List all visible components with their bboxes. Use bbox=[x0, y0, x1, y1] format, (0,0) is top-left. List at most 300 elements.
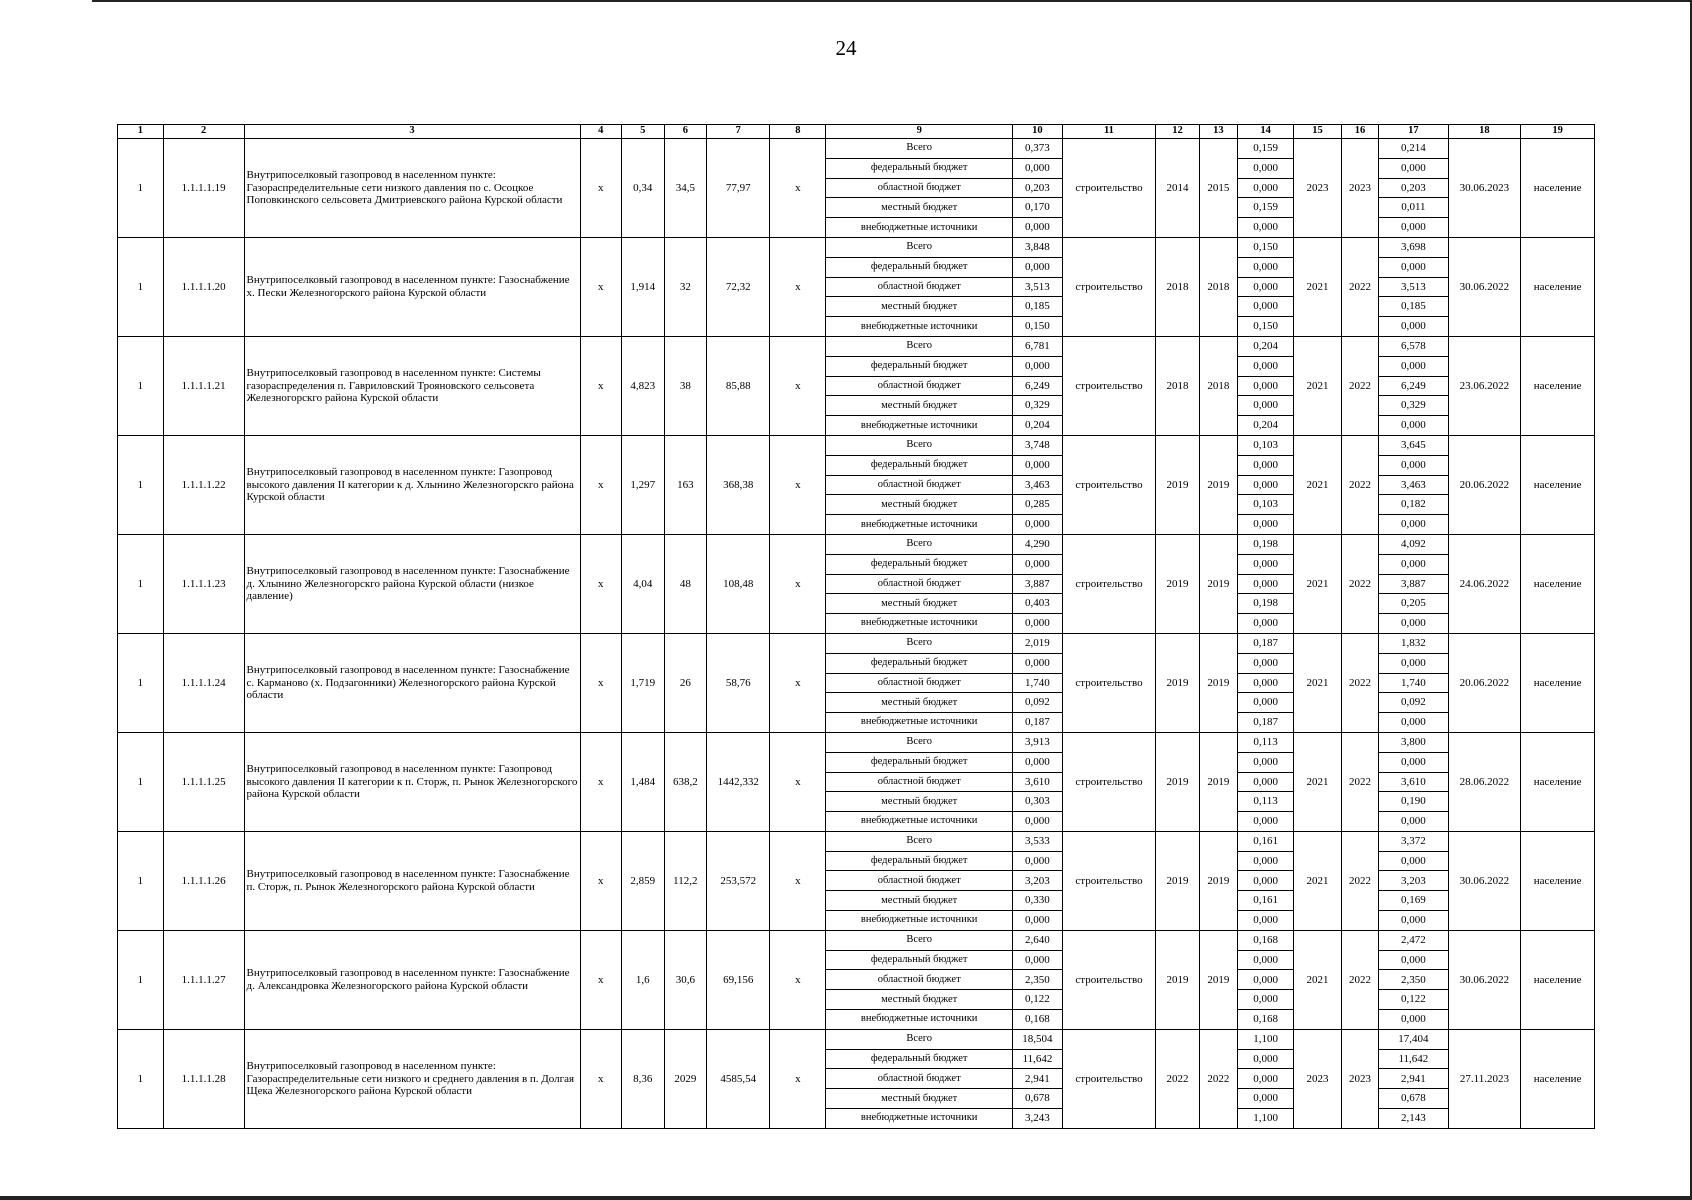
financed-amount: 0,150 bbox=[1238, 237, 1294, 257]
funding-source: федеральный бюджет bbox=[826, 356, 1013, 376]
column-6-value: 112,2 bbox=[664, 831, 707, 930]
funding-source: внебюджетные источники bbox=[826, 515, 1013, 535]
financed-amount: 0,161 bbox=[1238, 891, 1294, 911]
total-cost: 0,122 bbox=[1013, 990, 1063, 1010]
table-row bbox=[118, 930, 1595, 950]
beneficiary: население bbox=[1521, 1029, 1595, 1128]
completion-date: 23.06.2022 bbox=[1448, 336, 1521, 435]
remaining-amount: 0,214 bbox=[1379, 139, 1448, 159]
column-4-value: х bbox=[580, 435, 621, 534]
column-8-value: х bbox=[770, 1029, 826, 1128]
column-7-value: 4585,54 bbox=[707, 1029, 770, 1128]
page-number: 24 bbox=[835, 36, 857, 60]
remaining-amount: 3,372 bbox=[1379, 831, 1448, 851]
funding-source: Всего bbox=[826, 237, 1013, 257]
object-name: Внутрипоселковый газопровод в населенном пункте: Газораспределительные сети низкого и среднего давления в п. Долгая Щека Железногорского района Курской области bbox=[244, 1029, 580, 1128]
financed-amount: 0,000 bbox=[1238, 752, 1294, 772]
plan-start-year: 2021 bbox=[1294, 435, 1342, 534]
table-row bbox=[118, 1029, 1595, 1049]
remaining-amount: 1,832 bbox=[1379, 633, 1448, 653]
work-type: строительство bbox=[1062, 1029, 1155, 1128]
total-cost: 0,185 bbox=[1013, 297, 1063, 317]
end-year: 2019 bbox=[1199, 633, 1237, 732]
total-cost: 0,204 bbox=[1013, 416, 1063, 436]
plan-end-year: 2022 bbox=[1341, 633, 1378, 732]
remaining-amount: 1,740 bbox=[1379, 673, 1448, 693]
start-year: 2019 bbox=[1156, 435, 1200, 534]
beneficiary: население bbox=[1521, 930, 1595, 1029]
funding-source: местный бюджет bbox=[826, 693, 1013, 713]
financed-amount: 0,000 bbox=[1238, 653, 1294, 673]
financed-amount: 0,000 bbox=[1238, 1049, 1294, 1069]
funding-source: местный бюджет bbox=[826, 990, 1013, 1010]
financed-amount: 0,159 bbox=[1238, 139, 1294, 159]
section-number: 1 bbox=[118, 633, 164, 732]
plan-end-year: 2022 bbox=[1341, 336, 1378, 435]
start-year: 2018 bbox=[1156, 237, 1200, 336]
column-4-value: х bbox=[580, 336, 621, 435]
funding-source: областной бюджет bbox=[826, 871, 1013, 891]
funding-source: внебюджетные источники bbox=[826, 1109, 1013, 1129]
completion-date: 30.06.2022 bbox=[1448, 930, 1521, 1029]
financed-amount: 0,000 bbox=[1238, 297, 1294, 317]
object-name: Внутрипоселковый газопровод в населенном пункте: Газоснабжение с. Карманово (х. Подзагонники) Железногорского района Курской области bbox=[244, 633, 580, 732]
funding-source: внебюджетные источники bbox=[826, 218, 1013, 238]
pipeline-length: 1,914 bbox=[622, 237, 665, 336]
remaining-amount: 3,887 bbox=[1379, 574, 1448, 594]
total-cost: 3,243 bbox=[1013, 1109, 1063, 1129]
remaining-amount: 6,578 bbox=[1379, 336, 1448, 356]
column-number-19: 19 bbox=[1521, 125, 1595, 139]
column-4-value: х bbox=[580, 139, 621, 238]
total-cost: 0,000 bbox=[1013, 851, 1063, 871]
start-year: 2019 bbox=[1156, 831, 1200, 930]
funding-source: внебюджетные источники bbox=[826, 911, 1013, 931]
financed-amount: 0,000 bbox=[1238, 455, 1294, 475]
financed-amount: 0,000 bbox=[1238, 257, 1294, 277]
total-cost: 3,748 bbox=[1013, 435, 1063, 455]
total-cost: 0,000 bbox=[1013, 515, 1063, 535]
remaining-amount: 0,000 bbox=[1379, 257, 1448, 277]
remaining-amount: 3,800 bbox=[1379, 732, 1448, 752]
object-code: 1.1.1.1.27 bbox=[163, 930, 244, 1029]
total-cost: 0,000 bbox=[1013, 455, 1063, 475]
total-cost: 6,781 bbox=[1013, 336, 1063, 356]
column-7-value: 58,76 bbox=[707, 633, 770, 732]
column-8-value: х bbox=[770, 831, 826, 930]
remaining-amount: 0,122 bbox=[1379, 990, 1448, 1010]
remaining-amount: 0,000 bbox=[1379, 515, 1448, 535]
remaining-amount: 0,000 bbox=[1379, 554, 1448, 574]
column-7-value: 253,572 bbox=[707, 831, 770, 930]
remaining-amount: 0,182 bbox=[1379, 495, 1448, 515]
column-6-value: 38 bbox=[664, 336, 707, 435]
financed-amount: 0,000 bbox=[1238, 574, 1294, 594]
total-cost: 2,640 bbox=[1013, 930, 1063, 950]
remaining-amount: 0,000 bbox=[1379, 455, 1448, 475]
beneficiary: население bbox=[1521, 237, 1595, 336]
object-name: Внутрипоселковый газопровод в населенном пункте: Газопровод высокого давления II категории к д. Хлынино Железногорскго района Курской области bbox=[244, 435, 580, 534]
financed-amount: 0,000 bbox=[1238, 277, 1294, 297]
total-cost: 4,290 bbox=[1013, 534, 1063, 554]
pipeline-length: 0,34 bbox=[622, 139, 665, 238]
plan-start-year: 2023 bbox=[1294, 1029, 1342, 1128]
remaining-amount: 0,000 bbox=[1379, 158, 1448, 178]
funding-source: федеральный бюджет bbox=[826, 950, 1013, 970]
pipeline-length: 1,6 bbox=[622, 930, 665, 1029]
remaining-amount: 0,190 bbox=[1379, 792, 1448, 812]
remaining-amount: 0,000 bbox=[1379, 416, 1448, 436]
pipeline-length: 4,04 bbox=[622, 534, 665, 633]
column-4-value: х bbox=[580, 1029, 621, 1128]
funding-source: внебюджетные источники bbox=[826, 416, 1013, 436]
table-row bbox=[118, 237, 1595, 257]
work-type: строительство bbox=[1062, 237, 1155, 336]
object-name: Внутрипоселковый газопровод в населенном пункте: Системы газораспределения п. Гавриловский Трояновского сельсовета Железногорскго района Курской области bbox=[244, 336, 580, 435]
section-number: 1 bbox=[118, 336, 164, 435]
plan-start-year: 2021 bbox=[1294, 732, 1342, 831]
column-number-6: 6 bbox=[664, 125, 707, 139]
table-row bbox=[118, 336, 1595, 356]
column-number-17: 17 bbox=[1379, 125, 1448, 139]
work-type: строительство bbox=[1062, 435, 1155, 534]
remaining-amount: 0,092 bbox=[1379, 693, 1448, 713]
funding-source: внебюджетные источники bbox=[826, 614, 1013, 634]
end-year: 2022 bbox=[1199, 1029, 1237, 1128]
column-8-value: х bbox=[770, 534, 826, 633]
remaining-amount: 2,350 bbox=[1379, 970, 1448, 990]
funding-source: областной бюджет bbox=[826, 970, 1013, 990]
section-number: 1 bbox=[118, 831, 164, 930]
column-6-value: 32 bbox=[664, 237, 707, 336]
column-number-8: 8 bbox=[770, 125, 826, 139]
total-cost: 0,000 bbox=[1013, 614, 1063, 634]
column-number-16: 16 bbox=[1341, 125, 1378, 139]
column-number-10: 10 bbox=[1013, 125, 1063, 139]
remaining-amount: 0,000 bbox=[1379, 1010, 1448, 1030]
remaining-amount: 0,000 bbox=[1379, 356, 1448, 376]
pipeline-length: 8,36 bbox=[622, 1029, 665, 1128]
funding-source: внебюджетные источники bbox=[826, 713, 1013, 733]
financed-amount: 0,198 bbox=[1238, 534, 1294, 554]
funding-source: местный бюджет bbox=[826, 792, 1013, 812]
pipeline-length: 1,484 bbox=[622, 732, 665, 831]
financed-amount: 0,000 bbox=[1238, 1069, 1294, 1089]
column-6-value: 30,6 bbox=[664, 930, 707, 1029]
beneficiary: население bbox=[1521, 139, 1595, 238]
funding-source: местный бюджет bbox=[826, 396, 1013, 416]
remaining-amount: 3,698 bbox=[1379, 237, 1448, 257]
remaining-amount: 3,463 bbox=[1379, 475, 1448, 495]
bottom-border-line bbox=[0, 1196, 1692, 1200]
total-cost: 0,170 bbox=[1013, 198, 1063, 218]
section-number: 1 bbox=[118, 534, 164, 633]
column-number-18: 18 bbox=[1448, 125, 1521, 139]
total-cost: 0,329 bbox=[1013, 396, 1063, 416]
work-type: строительство bbox=[1062, 732, 1155, 831]
total-cost: 2,941 bbox=[1013, 1069, 1063, 1089]
section-number: 1 bbox=[118, 732, 164, 831]
funding-source: Всего bbox=[826, 1029, 1013, 1049]
remaining-amount: 0,000 bbox=[1379, 752, 1448, 772]
section-number: 1 bbox=[118, 1029, 164, 1128]
work-type: строительство bbox=[1062, 930, 1155, 1029]
funding-source: местный бюджет bbox=[826, 891, 1013, 911]
pipeline-length: 1,719 bbox=[622, 633, 665, 732]
funding-source: областной бюджет bbox=[826, 277, 1013, 297]
plan-end-year: 2022 bbox=[1341, 237, 1378, 336]
total-cost: 0,000 bbox=[1013, 218, 1063, 238]
end-year: 2019 bbox=[1199, 732, 1237, 831]
end-year: 2019 bbox=[1199, 534, 1237, 633]
financed-amount: 0,000 bbox=[1238, 178, 1294, 198]
remaining-amount: 11,642 bbox=[1379, 1049, 1448, 1069]
financed-amount: 0,000 bbox=[1238, 475, 1294, 495]
remaining-amount: 6,249 bbox=[1379, 376, 1448, 396]
funding-source: внебюджетные источники bbox=[826, 1010, 1013, 1030]
total-cost: 0,330 bbox=[1013, 891, 1063, 911]
total-cost: 2,019 bbox=[1013, 633, 1063, 653]
financed-amount: 1,100 bbox=[1238, 1109, 1294, 1129]
financed-amount: 0,103 bbox=[1238, 495, 1294, 515]
total-cost: 0,000 bbox=[1013, 554, 1063, 574]
total-cost: 3,610 bbox=[1013, 772, 1063, 792]
column-number-2: 2 bbox=[163, 125, 244, 139]
financed-amount: 0,000 bbox=[1238, 772, 1294, 792]
financed-amount: 0,000 bbox=[1238, 396, 1294, 416]
funding-source: федеральный бюджет bbox=[826, 257, 1013, 277]
total-cost: 0,187 bbox=[1013, 713, 1063, 733]
object-code: 1.1.1.1.19 bbox=[163, 139, 244, 238]
object-code: 1.1.1.1.22 bbox=[163, 435, 244, 534]
remaining-amount: 0,185 bbox=[1379, 297, 1448, 317]
start-year: 2019 bbox=[1156, 534, 1200, 633]
remaining-amount: 3,513 bbox=[1379, 277, 1448, 297]
plan-start-year: 2021 bbox=[1294, 831, 1342, 930]
column-number-12: 12 bbox=[1156, 125, 1200, 139]
top-border-line bbox=[92, 0, 1692, 2]
table-row bbox=[118, 831, 1595, 851]
total-cost: 0,285 bbox=[1013, 495, 1063, 515]
completion-date: 30.06.2022 bbox=[1448, 831, 1521, 930]
end-year: 2019 bbox=[1199, 831, 1237, 930]
work-type: строительство bbox=[1062, 534, 1155, 633]
remaining-amount: 0,000 bbox=[1379, 218, 1448, 238]
total-cost: 0,000 bbox=[1013, 911, 1063, 931]
financed-amount: 0,000 bbox=[1238, 911, 1294, 931]
funding-source: местный бюджет bbox=[826, 198, 1013, 218]
funding-source: Всего bbox=[826, 534, 1013, 554]
beneficiary: население bbox=[1521, 633, 1595, 732]
end-year: 2018 bbox=[1199, 336, 1237, 435]
plan-start-year: 2021 bbox=[1294, 930, 1342, 1029]
financed-amount: 0,000 bbox=[1238, 376, 1294, 396]
total-cost: 3,848 bbox=[1013, 237, 1063, 257]
completion-date: 30.06.2023 bbox=[1448, 139, 1521, 238]
completion-date: 27.11.2023 bbox=[1448, 1029, 1521, 1128]
column-6-value: 48 bbox=[664, 534, 707, 633]
plan-start-year: 2021 bbox=[1294, 237, 1342, 336]
section-number: 1 bbox=[118, 139, 164, 238]
column-7-value: 77,97 bbox=[707, 139, 770, 238]
start-year: 2018 bbox=[1156, 336, 1200, 435]
plan-end-year: 2022 bbox=[1341, 534, 1378, 633]
start-year: 2019 bbox=[1156, 633, 1200, 732]
column-4-value: х bbox=[580, 930, 621, 1029]
plan-end-year: 2022 bbox=[1341, 930, 1378, 1029]
total-cost: 3,463 bbox=[1013, 475, 1063, 495]
total-cost: 0,092 bbox=[1013, 693, 1063, 713]
completion-date: 20.06.2022 bbox=[1448, 435, 1521, 534]
table-row bbox=[118, 435, 1595, 455]
total-cost: 0,403 bbox=[1013, 594, 1063, 614]
start-year: 2019 bbox=[1156, 732, 1200, 831]
column-4-value: х bbox=[580, 633, 621, 732]
completion-date: 30.06.2022 bbox=[1448, 237, 1521, 336]
end-year: 2015 bbox=[1199, 139, 1237, 238]
funding-source: федеральный бюджет bbox=[826, 851, 1013, 871]
header-row bbox=[118, 125, 1595, 139]
column-7-value: 69,156 bbox=[707, 930, 770, 1029]
column-6-value: 34,5 bbox=[664, 139, 707, 238]
funding-source: областной бюджет bbox=[826, 376, 1013, 396]
object-name: Внутрипоселковый газопровод в населенном пункте: Газоснабжение х. Пески Железногорского района Курской области bbox=[244, 237, 580, 336]
remaining-amount: 0,205 bbox=[1379, 594, 1448, 614]
work-type: строительство bbox=[1062, 831, 1155, 930]
funding-source: местный бюджет bbox=[826, 297, 1013, 317]
beneficiary: население bbox=[1521, 435, 1595, 534]
column-8-value: х bbox=[770, 139, 826, 238]
section-number: 1 bbox=[118, 930, 164, 1029]
total-cost: 0,168 bbox=[1013, 1010, 1063, 1030]
total-cost: 0,000 bbox=[1013, 653, 1063, 673]
column-6-value: 163 bbox=[664, 435, 707, 534]
funding-source: областной бюджет bbox=[826, 673, 1013, 693]
funding-source: областной бюджет bbox=[826, 475, 1013, 495]
beneficiary: население bbox=[1521, 336, 1595, 435]
total-cost: 0,000 bbox=[1013, 950, 1063, 970]
column-8-value: х bbox=[770, 732, 826, 831]
remaining-amount: 2,472 bbox=[1379, 930, 1448, 950]
completion-date: 20.06.2022 bbox=[1448, 633, 1521, 732]
pipeline-length: 1,297 bbox=[622, 435, 665, 534]
total-cost: 0,000 bbox=[1013, 257, 1063, 277]
remaining-amount: 0,203 bbox=[1379, 178, 1448, 198]
column-number-15: 15 bbox=[1294, 125, 1342, 139]
column-7-value: 108,48 bbox=[707, 534, 770, 633]
remaining-amount: 0,000 bbox=[1379, 317, 1448, 337]
funding-source: внебюджетные источники bbox=[826, 812, 1013, 832]
work-type: строительство bbox=[1062, 336, 1155, 435]
object-code: 1.1.1.1.20 bbox=[163, 237, 244, 336]
remaining-amount: 0,000 bbox=[1379, 950, 1448, 970]
object-code: 1.1.1.1.23 bbox=[163, 534, 244, 633]
object-name: Внутрипоселковый газопровод в населенном пункте: Газоснабжение п. Сторж, п. Рынок Железногорского района Курской области bbox=[244, 831, 580, 930]
column-8-value: х bbox=[770, 435, 826, 534]
column-7-value: 72,32 bbox=[707, 237, 770, 336]
financed-amount: 0,000 bbox=[1238, 812, 1294, 832]
total-cost: 0,203 bbox=[1013, 178, 1063, 198]
plan-start-year: 2021 bbox=[1294, 534, 1342, 633]
column-number-13: 13 bbox=[1199, 125, 1237, 139]
total-cost: 0,000 bbox=[1013, 158, 1063, 178]
column-7-value: 85,88 bbox=[707, 336, 770, 435]
funding-source: областной бюджет bbox=[826, 178, 1013, 198]
table-row bbox=[118, 139, 1595, 159]
total-cost: 0,000 bbox=[1013, 356, 1063, 376]
object-code: 1.1.1.1.28 bbox=[163, 1029, 244, 1128]
start-year: 2014 bbox=[1156, 139, 1200, 238]
column-8-value: х bbox=[770, 237, 826, 336]
total-cost: 0,678 bbox=[1013, 1089, 1063, 1109]
remaining-amount: 0,000 bbox=[1379, 911, 1448, 931]
column-number-1: 1 bbox=[118, 125, 164, 139]
funding-source: федеральный бюджет bbox=[826, 455, 1013, 475]
plan-start-year: 2021 bbox=[1294, 633, 1342, 732]
column-6-value: 2029 bbox=[664, 1029, 707, 1128]
remaining-amount: 0,000 bbox=[1379, 713, 1448, 733]
remaining-amount: 0,000 bbox=[1379, 851, 1448, 871]
plan-start-year: 2023 bbox=[1294, 139, 1342, 238]
financed-amount: 0,113 bbox=[1238, 792, 1294, 812]
remaining-amount: 3,203 bbox=[1379, 871, 1448, 891]
column-8-value: х bbox=[770, 930, 826, 1029]
remaining-amount: 17,404 bbox=[1379, 1029, 1448, 1049]
remaining-amount: 2,143 bbox=[1379, 1109, 1448, 1129]
table-row bbox=[118, 732, 1595, 752]
financed-amount: 0,000 bbox=[1238, 970, 1294, 990]
total-cost: 1,740 bbox=[1013, 673, 1063, 693]
remaining-amount: 0,169 bbox=[1379, 891, 1448, 911]
total-cost: 11,642 bbox=[1013, 1049, 1063, 1069]
financed-amount: 0,000 bbox=[1238, 693, 1294, 713]
financed-amount: 0,000 bbox=[1238, 356, 1294, 376]
financed-amount: 0,187 bbox=[1238, 633, 1294, 653]
column-6-value: 638,2 bbox=[664, 732, 707, 831]
table-body bbox=[118, 139, 1595, 1129]
beneficiary: население bbox=[1521, 831, 1595, 930]
total-cost: 3,913 bbox=[1013, 732, 1063, 752]
remaining-amount: 0,000 bbox=[1379, 812, 1448, 832]
object-name: Внутрипоселковый газопровод в населенном пункте: Газоснабжение д. Александровка Железногорского района Курской области bbox=[244, 930, 580, 1029]
total-cost: 3,513 bbox=[1013, 277, 1063, 297]
pipeline-length: 2,859 bbox=[622, 831, 665, 930]
funding-source: Всего bbox=[826, 732, 1013, 752]
financed-amount: 0,187 bbox=[1238, 713, 1294, 733]
remaining-amount: 4,092 bbox=[1379, 534, 1448, 554]
funding-source: Всего bbox=[826, 831, 1013, 851]
section-number: 1 bbox=[118, 435, 164, 534]
financed-amount: 0,000 bbox=[1238, 990, 1294, 1010]
completion-date: 24.06.2022 bbox=[1448, 534, 1521, 633]
financed-amount: 0,198 bbox=[1238, 594, 1294, 614]
funding-source: Всего bbox=[826, 930, 1013, 950]
funding-source: федеральный бюджет bbox=[826, 554, 1013, 574]
total-cost: 3,203 bbox=[1013, 871, 1063, 891]
total-cost: 0,000 bbox=[1013, 752, 1063, 772]
financed-amount: 0,204 bbox=[1238, 336, 1294, 356]
object-code: 1.1.1.1.24 bbox=[163, 633, 244, 732]
end-year: 2019 bbox=[1199, 930, 1237, 1029]
column-6-value: 26 bbox=[664, 633, 707, 732]
plan-start-year: 2021 bbox=[1294, 336, 1342, 435]
financed-amount: 0,000 bbox=[1238, 851, 1294, 871]
column-number-4: 4 bbox=[580, 125, 621, 139]
remaining-amount: 0,329 bbox=[1379, 396, 1448, 416]
total-cost: 0,303 bbox=[1013, 792, 1063, 812]
funding-source: областной бюджет bbox=[826, 772, 1013, 792]
total-cost: 0,000 bbox=[1013, 812, 1063, 832]
